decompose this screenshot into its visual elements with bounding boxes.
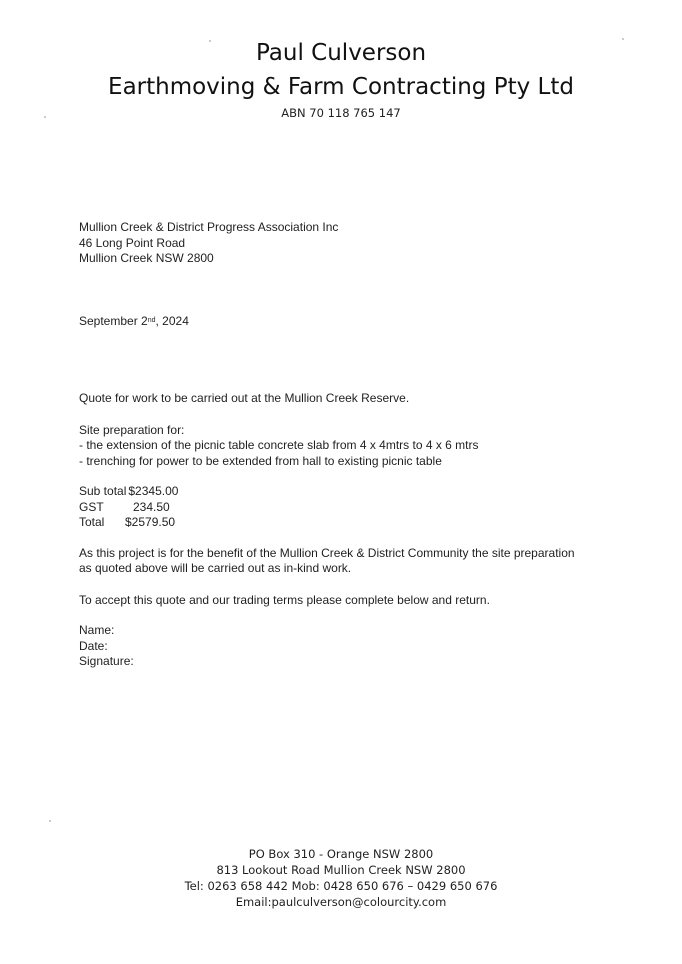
total-row [79, 515, 639, 531]
quote-intro: Quote for work to be carried out at the Mullion Creek Reserve. [79, 391, 410, 405]
total-label: Total [79, 515, 105, 529]
in-kind-note [79, 546, 639, 577]
footer-phone: Tel: 0263 658 442 Mob: 0428 650 676 – 0429 650 676 [184, 879, 498, 893]
gst-label: GST [79, 499, 104, 514]
signature-label: Signature: [79, 654, 134, 668]
letter-date [79, 314, 639, 330]
subtotal-label: Sub total [79, 484, 127, 498]
total-value: $2579.50 [125, 515, 176, 529]
note-line: as quoted above will be carried out as in-kind work. [79, 561, 352, 575]
acceptance-fields [79, 623, 639, 670]
letterhead [0, 36, 682, 120]
site-prep-heading: Site preparation for: [79, 422, 185, 437]
company-name: Earthmoving & Farm Contracting Pty Ltd [108, 74, 574, 100]
subtotal-row [79, 484, 639, 500]
totals-block [79, 484, 639, 531]
recipient-line: 46 Long Point Road [79, 235, 186, 250]
footer-email: Email:paulculverson@colourcity.com [235, 895, 447, 909]
abn-number: ABN 70 118 765 147 [281, 106, 401, 120]
footer-po-box: PO Box 310 - Orange NSW 2800 [248, 847, 434, 861]
owner-name: Paul Culverson [255, 40, 427, 66]
name-label: Name: [79, 623, 115, 637]
scan-speck [49, 820, 51, 822]
date-prefix: September 2 [79, 313, 148, 328]
date-suffix: nd [147, 316, 156, 324]
gst-row [79, 500, 639, 516]
site-prep-item: - the extension of the picnic table concrete slab from 4 x 4mtrs to 4 x 6 mtrs [79, 438, 479, 452]
gst-value: 234.50 [133, 499, 170, 514]
site-prep-item: - trenching for power to be extended from hall to existing picnic table [79, 453, 442, 468]
acceptance-instruction: To accept this quote and our trading terms please complete below and return. [79, 592, 490, 607]
site-prep-section [79, 423, 639, 470]
note-line: As this project is for the benefit of the Mullion Creek & District Community the site preparation [79, 545, 575, 560]
recipient-address [79, 220, 639, 267]
recipient-line: Mullion Creek NSW 2800 [79, 251, 214, 265]
date-label: Date: [79, 638, 108, 653]
date-year: , 2024 [155, 313, 189, 328]
footer-address: 813 Lookout Road Mullion Creek NSW 2800 [216, 863, 466, 877]
recipient-line: Mullion Creek & District Progress Association Inc [79, 220, 339, 234]
letter-body [79, 220, 639, 670]
footer-contact [0, 846, 682, 910]
subtotal-value: $2345.00 [128, 484, 179, 498]
